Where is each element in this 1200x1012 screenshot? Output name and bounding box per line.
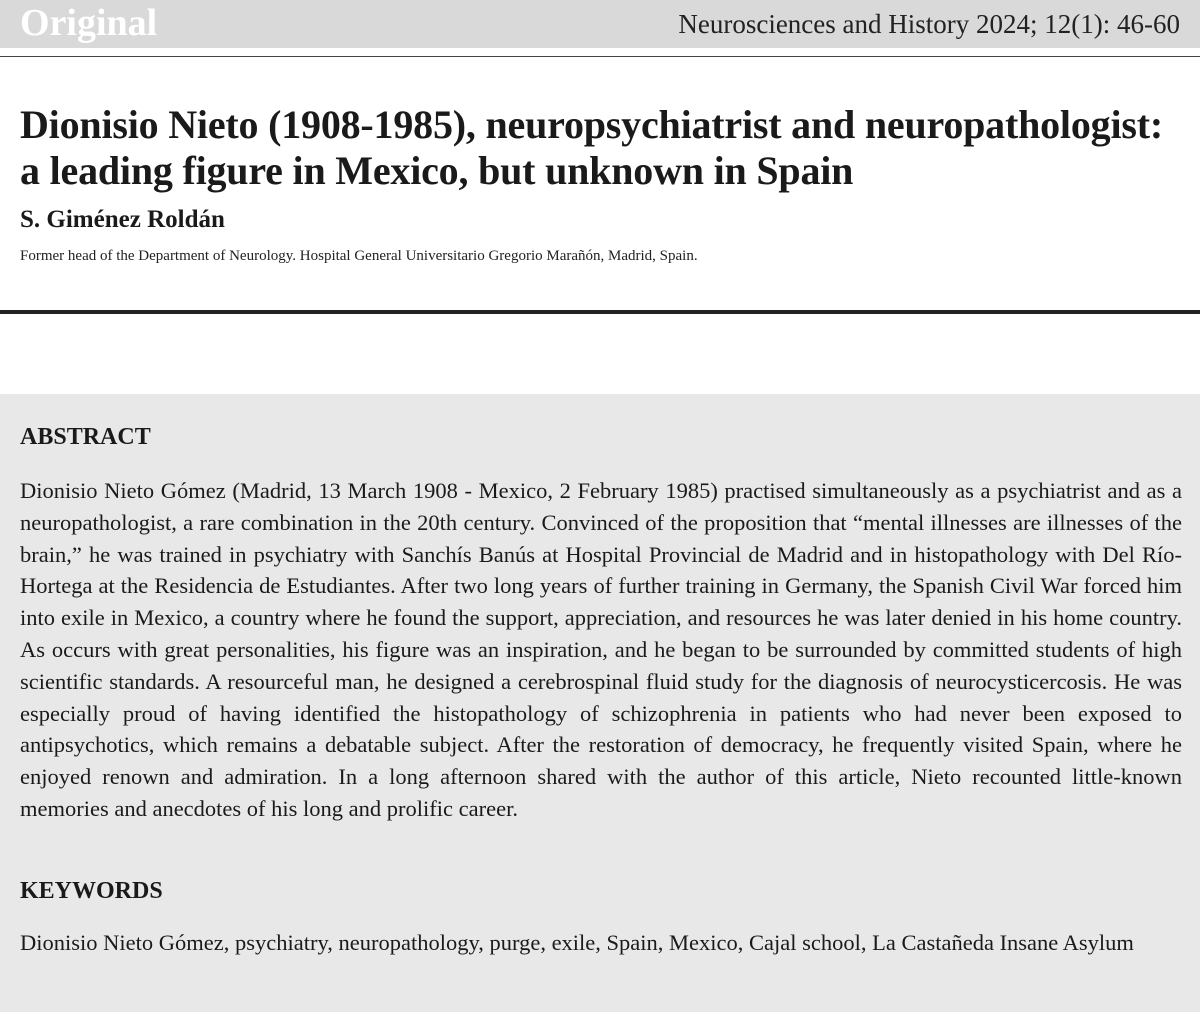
abstract-text: Dionisio Nieto Gómez (Madrid, 13 March 1908 - Mexico, 2 February 1985) practised simultaneously as a psychiatrist and as a neuropathologist, a rare combination in the 20th century. Convinced of the proposition that “mental illnesses are illnesses of the brain,” he was trained in psychiatry with Sanchís Banús at Hospital Provincial de Madrid and in histopathology with Del Río-Hortega at the Residencia de Estudiantes. After two long years of further training in Germany, the Spanish Civil War forced him into exile in Mexico, a country where he found the support, appreciation, and resources he was later denied in his home country. As occurs with great personalities, his figure was an inspiration, and he began to be surrounded by committed students of high scientific standards. A resourceful man, he designed a cerebrospinal fluid study for the diagnosis of neurocysticercosis. He was especially proud of having identified the histopathology of schizophrenia in patients who had never been exposed to antipsychotics, which remains a debatable subject. After the restoration of democracy, he frequently visited Spain, where he enjoyed renown and admiration. In a long afternoon shared with the author of this article, Nieto recounted little-known memories and anecdotes of his long and prolific career. xyxy=(20,478,1182,821)
keywords-heading: KEYWORDS xyxy=(20,878,163,904)
journal-citation: Neurosciences and History 2024; 12(1): 46-60 xyxy=(678,9,1180,39)
keywords-text: Dionisio Nieto Gómez, psychiatry, neuropathology, purge, exile, Spain, Mexico, Cajal school, La Castañeda Insane Asylum xyxy=(20,930,1134,955)
article-title: Dionisio Nieto (1908-1985), neuropsychiatrist and neuropathologist: a leading figure in Mexico, but unknown in Spain xyxy=(20,102,1163,193)
section-label: Original xyxy=(20,2,158,44)
author-affiliation: Former head of the Department of Neurology. Hospital General Universitario Gregorio Marañón, Madrid, Spain. xyxy=(20,248,698,264)
title-divider xyxy=(0,310,1200,314)
author-name: S. Giménez Roldán xyxy=(20,206,225,233)
abstract-heading: ABSTRACT xyxy=(20,424,151,450)
header-divider xyxy=(0,56,1200,57)
